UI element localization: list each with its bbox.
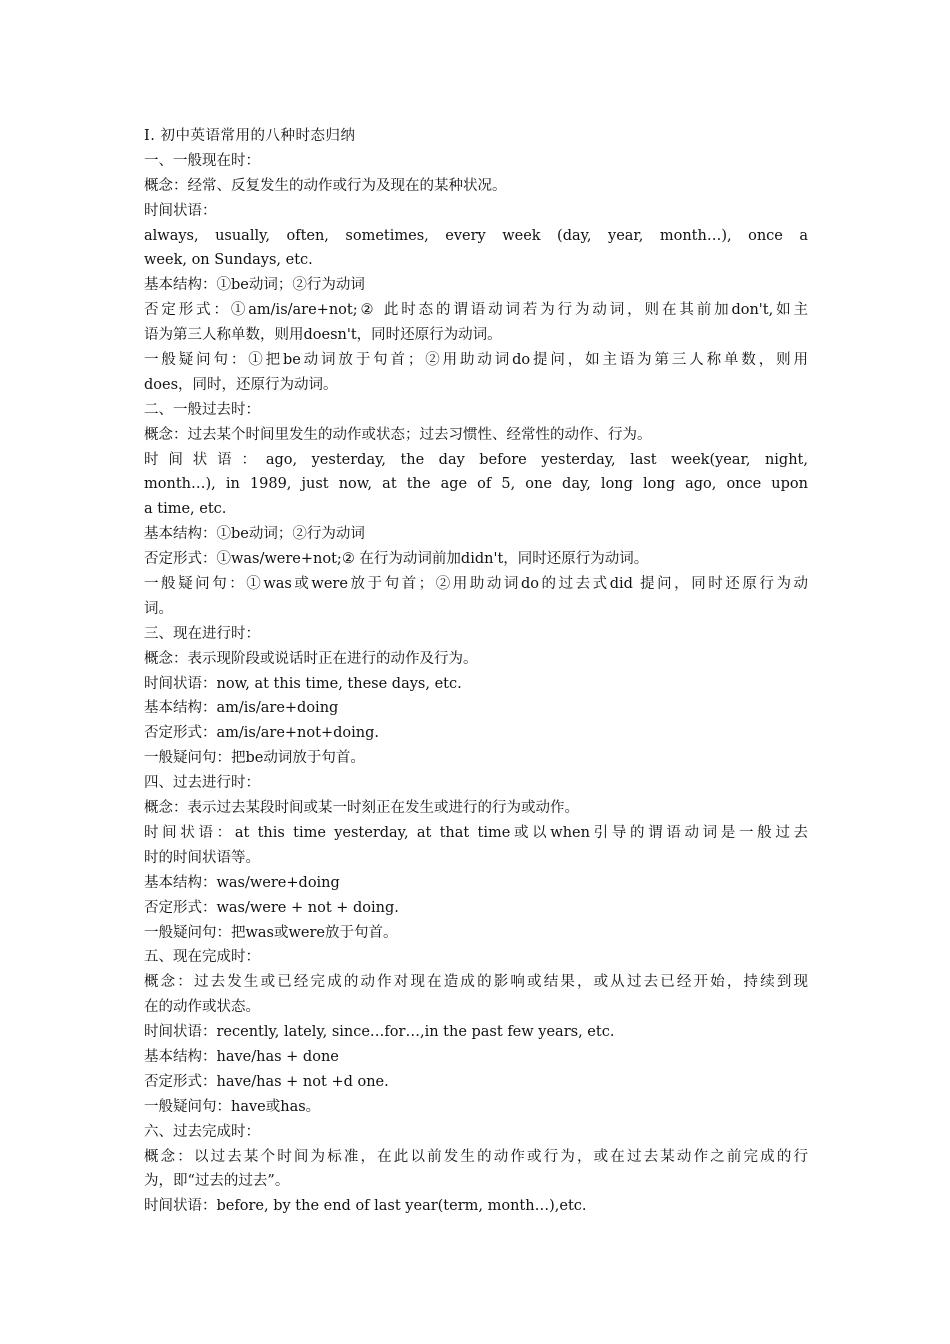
section-heading-past-continuous: 四、过去进行时：: [144, 775, 260, 792]
text-line: 语为第三人称单数，则用doesn't，同时还原行为动词。: [144, 327, 502, 344]
text-line: 时间状语：now, at this time, these days, etc.: [144, 675, 462, 692]
text-line: 时的时间状语等。: [144, 849, 260, 866]
text-line: 否定形式：①am/is/are+not;② 此时态的谓语动词若为行为动词，则在其前加don't,如主: [144, 302, 808, 319]
text-line: 一般疑问句：have或has。: [144, 1098, 321, 1115]
text-line: 基本结构：①be动词；②行为动词: [144, 277, 365, 294]
text-line: 概念：过去某个时间里发生的动作或状态；过去习惯性、经常性的动作、行为。: [144, 426, 652, 443]
section-heading-present-continuous: 三、现在进行时：: [144, 625, 260, 642]
section-heading-past-perfect: 六、过去完成时：: [144, 1123, 260, 1140]
text-line: 基本结构：was/were+doing: [144, 874, 340, 891]
text-line: a time, etc.: [144, 501, 227, 518]
text-line: 概念：以过去某个时间为标准，在此以前发生的动作或行为，或在过去某动作之前完成的行: [144, 1148, 808, 1165]
text-line: 基本结构：①be动词；②行为动词: [144, 526, 365, 543]
text-line: 概念：过去发生或已经完成的动作对现在造成的影响或结果，或从过去已经开始，持续到现: [144, 974, 808, 991]
text-line: 基本结构：have/has + done: [144, 1048, 339, 1065]
text-line: 概念：经常、反复发生的动作或行为及现在的某种状况。: [144, 177, 507, 194]
text-line: 否定形式：have/has + not +d one.: [144, 1073, 389, 1090]
text-line: 时间状语：recently, lately, since…for…,in the past few years, etc.: [144, 1024, 615, 1041]
text-line: 概念：表示过去某段时间或某一时刻正在发生或进行的行为或动作。: [144, 800, 579, 817]
text-line: month…), in 1989, just now, at the age of 5, one day, long long ago, once upon: [144, 476, 808, 493]
text-line: 否定形式：was/were + not + doing.: [144, 899, 399, 916]
text-line: 一般疑问句：把was或were放于句首。: [144, 924, 398, 941]
text-line: 为，即“过去的过去”。: [144, 1173, 290, 1190]
text-line: 一般疑问句：把be动词放于句首。: [144, 750, 365, 767]
text-line: 否定形式：①was/were+not;② 在行为动词前加didn't，同时还原行为动词。: [144, 551, 649, 568]
text-line: 时间状语：before, by the end of last year(term, month…),etc.: [144, 1198, 587, 1215]
section-heading-simple-present: 一、一般现在时：: [144, 152, 260, 169]
text-line: does，同时，还原行为动词。: [144, 376, 338, 393]
text-line: 时间状语：ago, yesterday, the day before yesterday, last week(year, night,: [144, 451, 808, 468]
text-line: 否定形式：am/is/are+not+doing.: [144, 725, 379, 742]
document-body: [144, 124, 808, 1219]
section-heading-present-perfect: 五、现在完成时：: [144, 949, 260, 966]
text-line: 词。: [144, 600, 173, 617]
text-line: 时间状语：at this time yesterday, at that time或以when引导的谓语动词是一般过去: [144, 824, 808, 841]
text-line: week, on Sundays, etc.: [144, 252, 313, 269]
text-line: 时间状语：: [144, 202, 217, 219]
section-heading-simple-past: 二、一般过去时：: [144, 401, 260, 418]
text-line: always, usually, often, sometimes, every week (day, year, month…), once a: [144, 227, 808, 244]
document-title: Ⅰ. 初中英语常用的八种时态归纳: [144, 128, 356, 144]
text-line: 一般疑问句：①was或were放于句首；②用助动词do的过去式did 提问，同时还原行为动: [144, 576, 808, 593]
text-line: 概念：表示现阶段或说话时正在进行的动作及行为。: [144, 650, 478, 667]
text-line: 基本结构：am/is/are+doing: [144, 700, 339, 717]
text-line: 在的动作或状态。: [144, 999, 260, 1016]
text-line: 一般疑问句：①把be动词放于句首；②用助动词do提问，如主语为第三人称单数，则用: [144, 352, 808, 369]
